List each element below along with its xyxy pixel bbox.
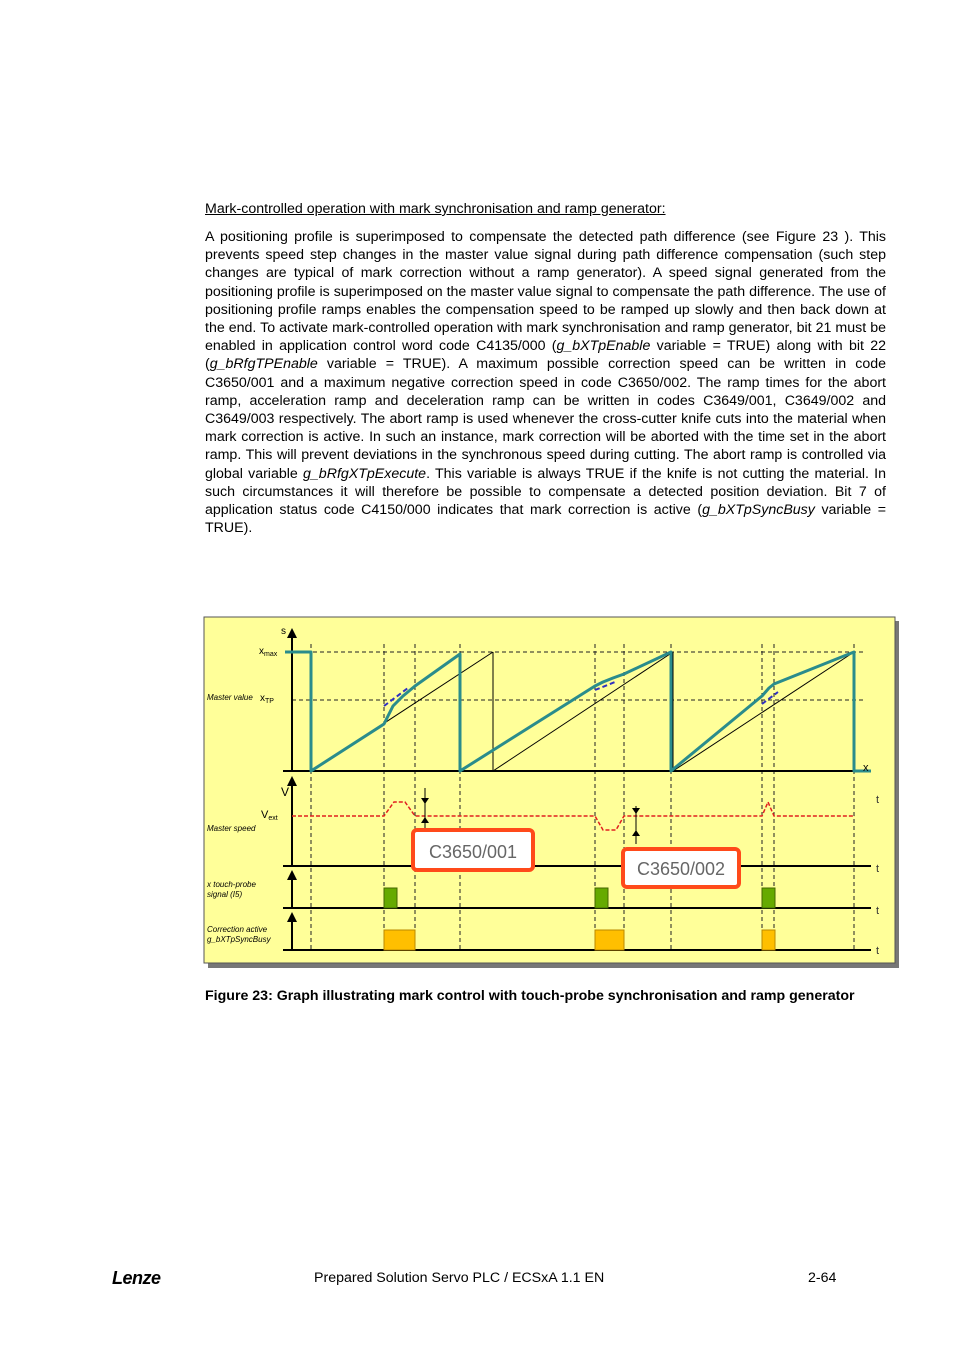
variable-rfg-xtp-execute: g_bRfgXTpExecute	[303, 465, 427, 482]
s-axis-label: s	[281, 626, 286, 637]
variable-rfg-tp-enable: g_bRfgTPEnable	[209, 356, 318, 373]
xtp-label: $x_{TP}$	[260, 693, 274, 705]
para-text-4: . This variable is always TRUE if the knife is not cutting the material. In such circumstances it will therefore be possible to compensate a detected position deviation. Bit 7 of application status code C4150/000 indicates that mark correction is active (	[205, 465, 887, 519]
xmax-label: $x_{max}$	[259, 646, 278, 658]
para-text-5: variable = TRUE).	[205, 502, 886, 537]
page-number: 2-64	[808, 1270, 837, 1286]
row-label-probe-1: x touch-probe	[207, 880, 256, 889]
row-label-busy-2: g_bXTpSyncBusy	[207, 935, 271, 944]
lenze-logo: Lenze	[112, 1268, 161, 1288]
row-label-busy-1: Correction active	[207, 925, 268, 934]
row-label-master-value: Master value	[207, 693, 253, 702]
figure-23	[203, 616, 901, 970]
footer-title: Prepared Solution Servo PLC / ECSxA 1.1 EN	[314, 1270, 605, 1286]
callout-2-text: C3650/002	[636, 859, 726, 879]
row-label-master-speed: Master speed	[207, 824, 256, 833]
figure-background	[204, 617, 895, 963]
para-text-2: variable = TRUE) along with bit 22 (	[205, 338, 886, 373]
variable-xtp-enable: g_bXTpEnable	[556, 338, 651, 355]
x-symbol-label: x	[863, 762, 869, 774]
timing-diagram	[203, 616, 901, 970]
t-label-3: t	[876, 905, 880, 917]
section-heading: Mark-controlled operation with mark synchronisation and ramp generator:	[205, 201, 666, 217]
callout-1-text: C3650/001	[428, 842, 518, 862]
t-label-1: t	[876, 794, 880, 806]
figure-caption: Figure 23: Graph illustrating mark control with touch-probe synchronisation and ramp generator	[205, 988, 855, 1004]
para-text-3: variable = TRUE). A maximum possible correction speed can be written in code C3650/001 and a maximum negative correction speed in code C3650/002. The ramp times for the abort ramp, acceleration ramp and deceleration ramp can be written in codes C3649/001, C3649/002 and C3649/003 respectively. The abort ramp is used whenever the cross-cutter knife cuts into the material when mark correction is active. In such an instance, mark correction will be aborted with the time set in the abort ramp. This will prevent deviations in the synchronous speed during cutting. The abort ramp is controlled via global variable	[205, 356, 886, 482]
t-label-2: t	[876, 863, 880, 875]
body-paragraph	[205, 228, 886, 537]
t-label-4: t	[876, 945, 880, 957]
row-label-probe-2: signal (I5)	[207, 890, 243, 899]
v-axis-label: V	[281, 785, 290, 799]
vext-label: Vext	[261, 809, 278, 822]
para-text-1: A positioning profile is superimposed to compensate the detected path difference (see Figure 23 ). This prevents speed step changes in the master value signal during path difference compensation (such step changes are typical of mark correction without a ramp generator). A speed signal generated from the positioning profile is superimposed on the master value signal to compensate the path difference. The use of positioning profile ramps enables the compensation speed to be ramped up slowly and then back down at the end. To activate mark-controlled operation with mark synchronisation and ramp generator, bit 21 must be enabled in application control word code C4135/000 (	[205, 229, 886, 355]
variable-xtp-sync-busy: g_bXTpSyncBusy	[702, 502, 815, 519]
